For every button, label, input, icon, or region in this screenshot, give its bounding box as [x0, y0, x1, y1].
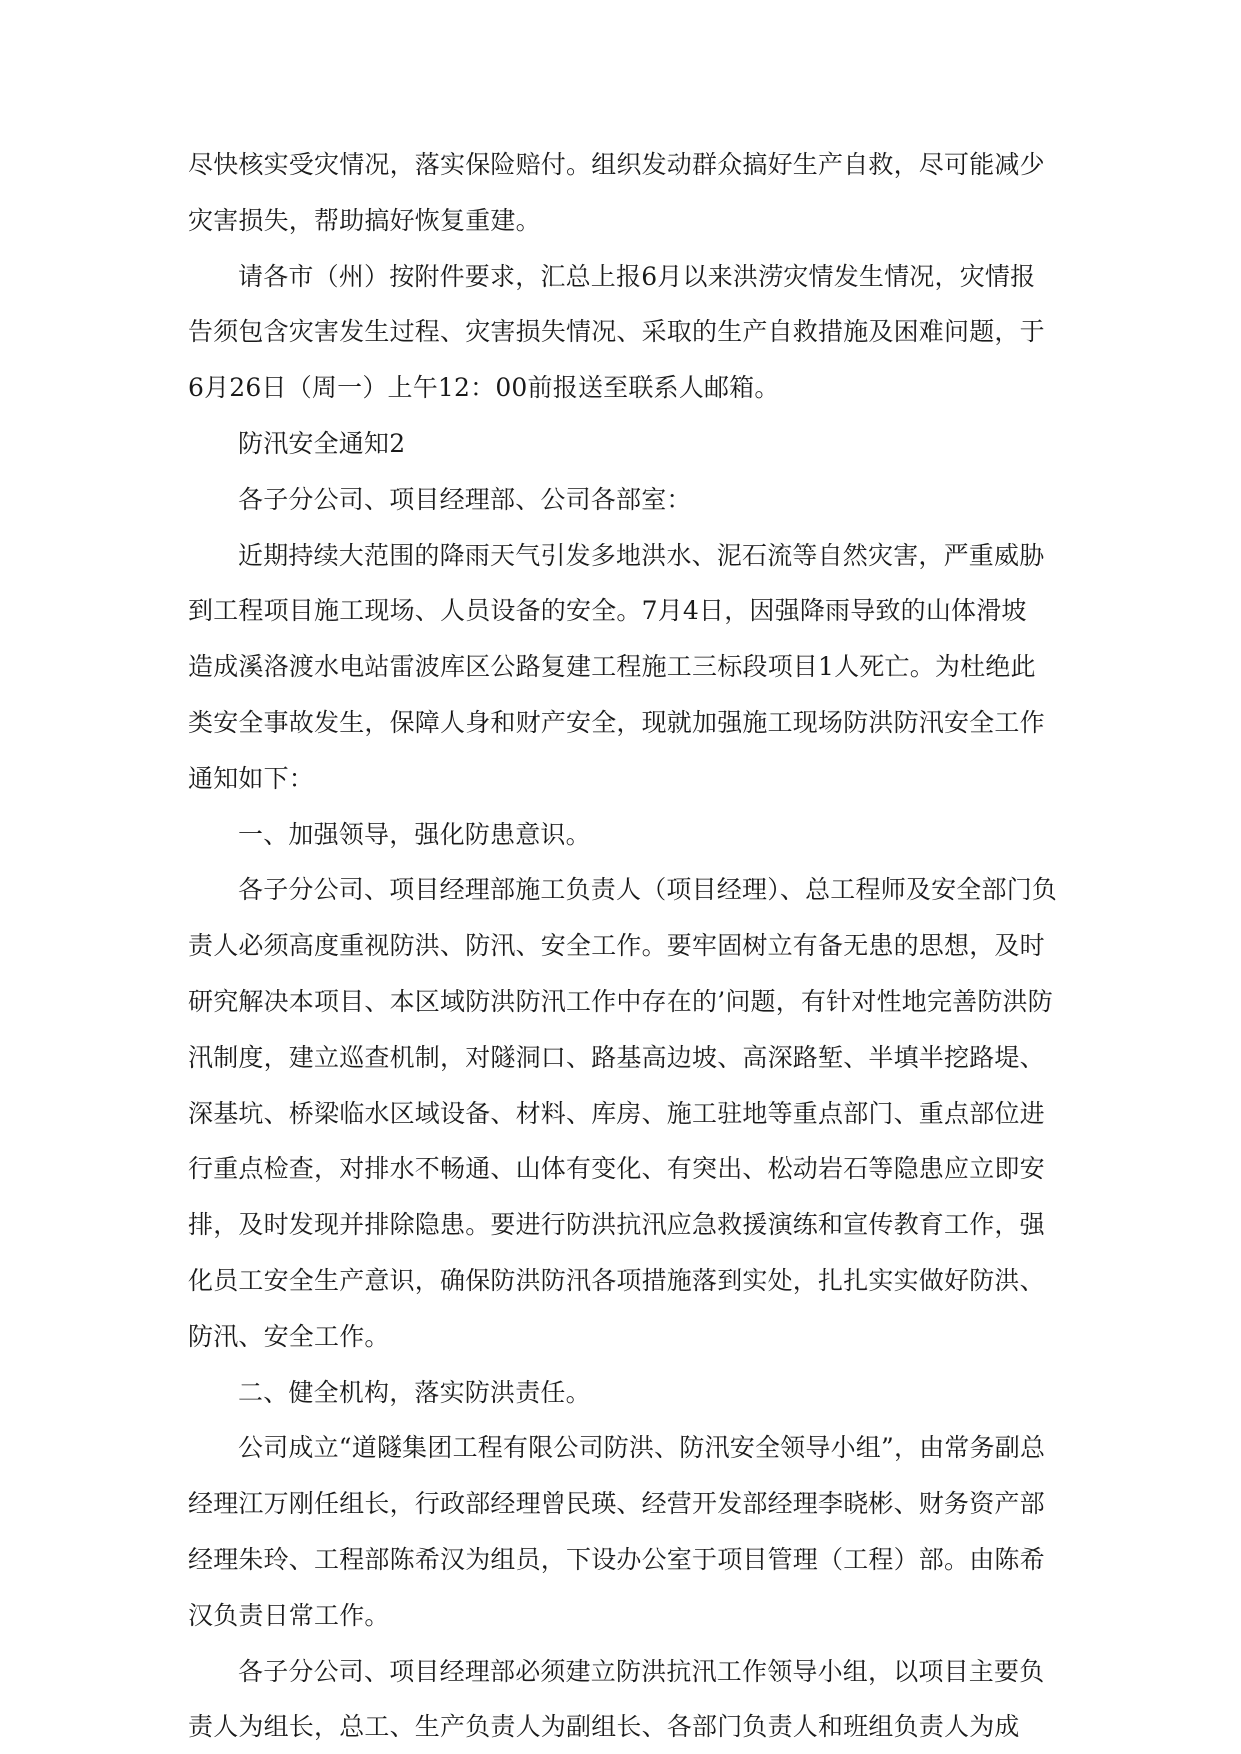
- subheading: 一、加强领导，强化防患意识。: [238, 820, 591, 849]
- text-line: 排，及时发现并排除隐患。要进行防洪抗汛应急救援演练和宣传教育工作，强: [188, 1210, 1045, 1239]
- text-line: 到工程项目施工现场、人员设备的安全。7月4日，因强降雨导致的山体滑坡: [188, 596, 1027, 625]
- text-line: 近期持续大范围的降雨天气引发多地洪水、泥石流等自然灾害，严重威胁: [238, 541, 1045, 570]
- subheading: 二、健全机构，落实防洪责任。: [238, 1378, 591, 1407]
- text-line: 经理江万刚任组长，行政部经理曾民瑛、经营开发部经理李晓彬、财务资产部: [188, 1489, 1045, 1518]
- text-line: 化员工安全生产意识，确保防洪防汛各项措施落到实处，扎扎实实做好防洪、: [188, 1266, 1045, 1295]
- text-line: 责人为组长，总工、生产负责人为副组长、各部门负责人和班组负责人为成: [188, 1712, 1020, 1741]
- text-line: 通知如下：: [188, 764, 315, 793]
- text-line: 请各市（州）按附件要求，汇总上报6月以来洪涝灾情发生情况，灾情报: [238, 262, 1036, 291]
- text-line: 防汛、安全工作。: [188, 1322, 390, 1351]
- section-heading: 防汛安全通知2: [238, 429, 406, 458]
- salutation: 各子分公司、项目经理部、公司各部室：: [238, 485, 692, 514]
- text-line: 6月26日（周一）上午12：00前报送至联系人邮箱。: [188, 373, 780, 402]
- text-line: 类安全事故发生，保障人身和财产安全，现就加强施工现场防洪防汛安全工作: [188, 708, 1045, 737]
- text-line: 深基坑、桥梁临水区域设备、材料、库房、施工驻地等重点部门、重点部位进: [188, 1099, 1045, 1128]
- text-line: 各子分公司、项目经理部必须建立防洪抗汛工作领导小组，以项目主要负: [238, 1657, 1045, 1686]
- text-line: 责人必须高度重视防洪、防汛、安全工作。要牢固树立有备无患的思想，及时: [188, 931, 1045, 960]
- text-line: 告须包含灾害发生过程、灾害损失情况、采取的生产自救措施及困难问题，于: [188, 317, 1045, 346]
- text-line: 灾害损失，帮助搞好恢复重建。: [188, 206, 541, 235]
- text-line: 汉负责日常工作。: [188, 1601, 390, 1630]
- text-line: 研究解决本项目、本区域防洪防汛工作中存在的’问题，有针对性地完善防洪防: [188, 987, 1053, 1016]
- text-line: 造成溪洛渡水电站雷波库区公路复建工程施工三标段项目1人死亡。为杜绝此: [188, 652, 1036, 681]
- text-line: 公司成立“道隧集团工程有限公司防洪、防汛安全领导小组”，由常务副总: [238, 1433, 1046, 1462]
- text-line: 行重点检查，对排水不畅通、山体有变化、有突出、松动岩石等隐患应立即安: [188, 1154, 1045, 1183]
- text-line: 各子分公司、项目经理部施工负责人（项目经理）、总工程师及安全部门负: [238, 875, 1058, 904]
- text-line: 经理朱玲、工程部陈希汉为组员，下设办公室于项目管理（工程）部。由陈希: [188, 1545, 1045, 1574]
- text-line: 尽快核实受灾情况，落实保险赔付。组织发动群众搞好生产自救，尽可能减少: [188, 150, 1045, 179]
- text-line: 汛制度，建立巡查机制，对隧洞口、路基高边坡、高深路堑、半填半挖路堤、: [188, 1043, 1045, 1072]
